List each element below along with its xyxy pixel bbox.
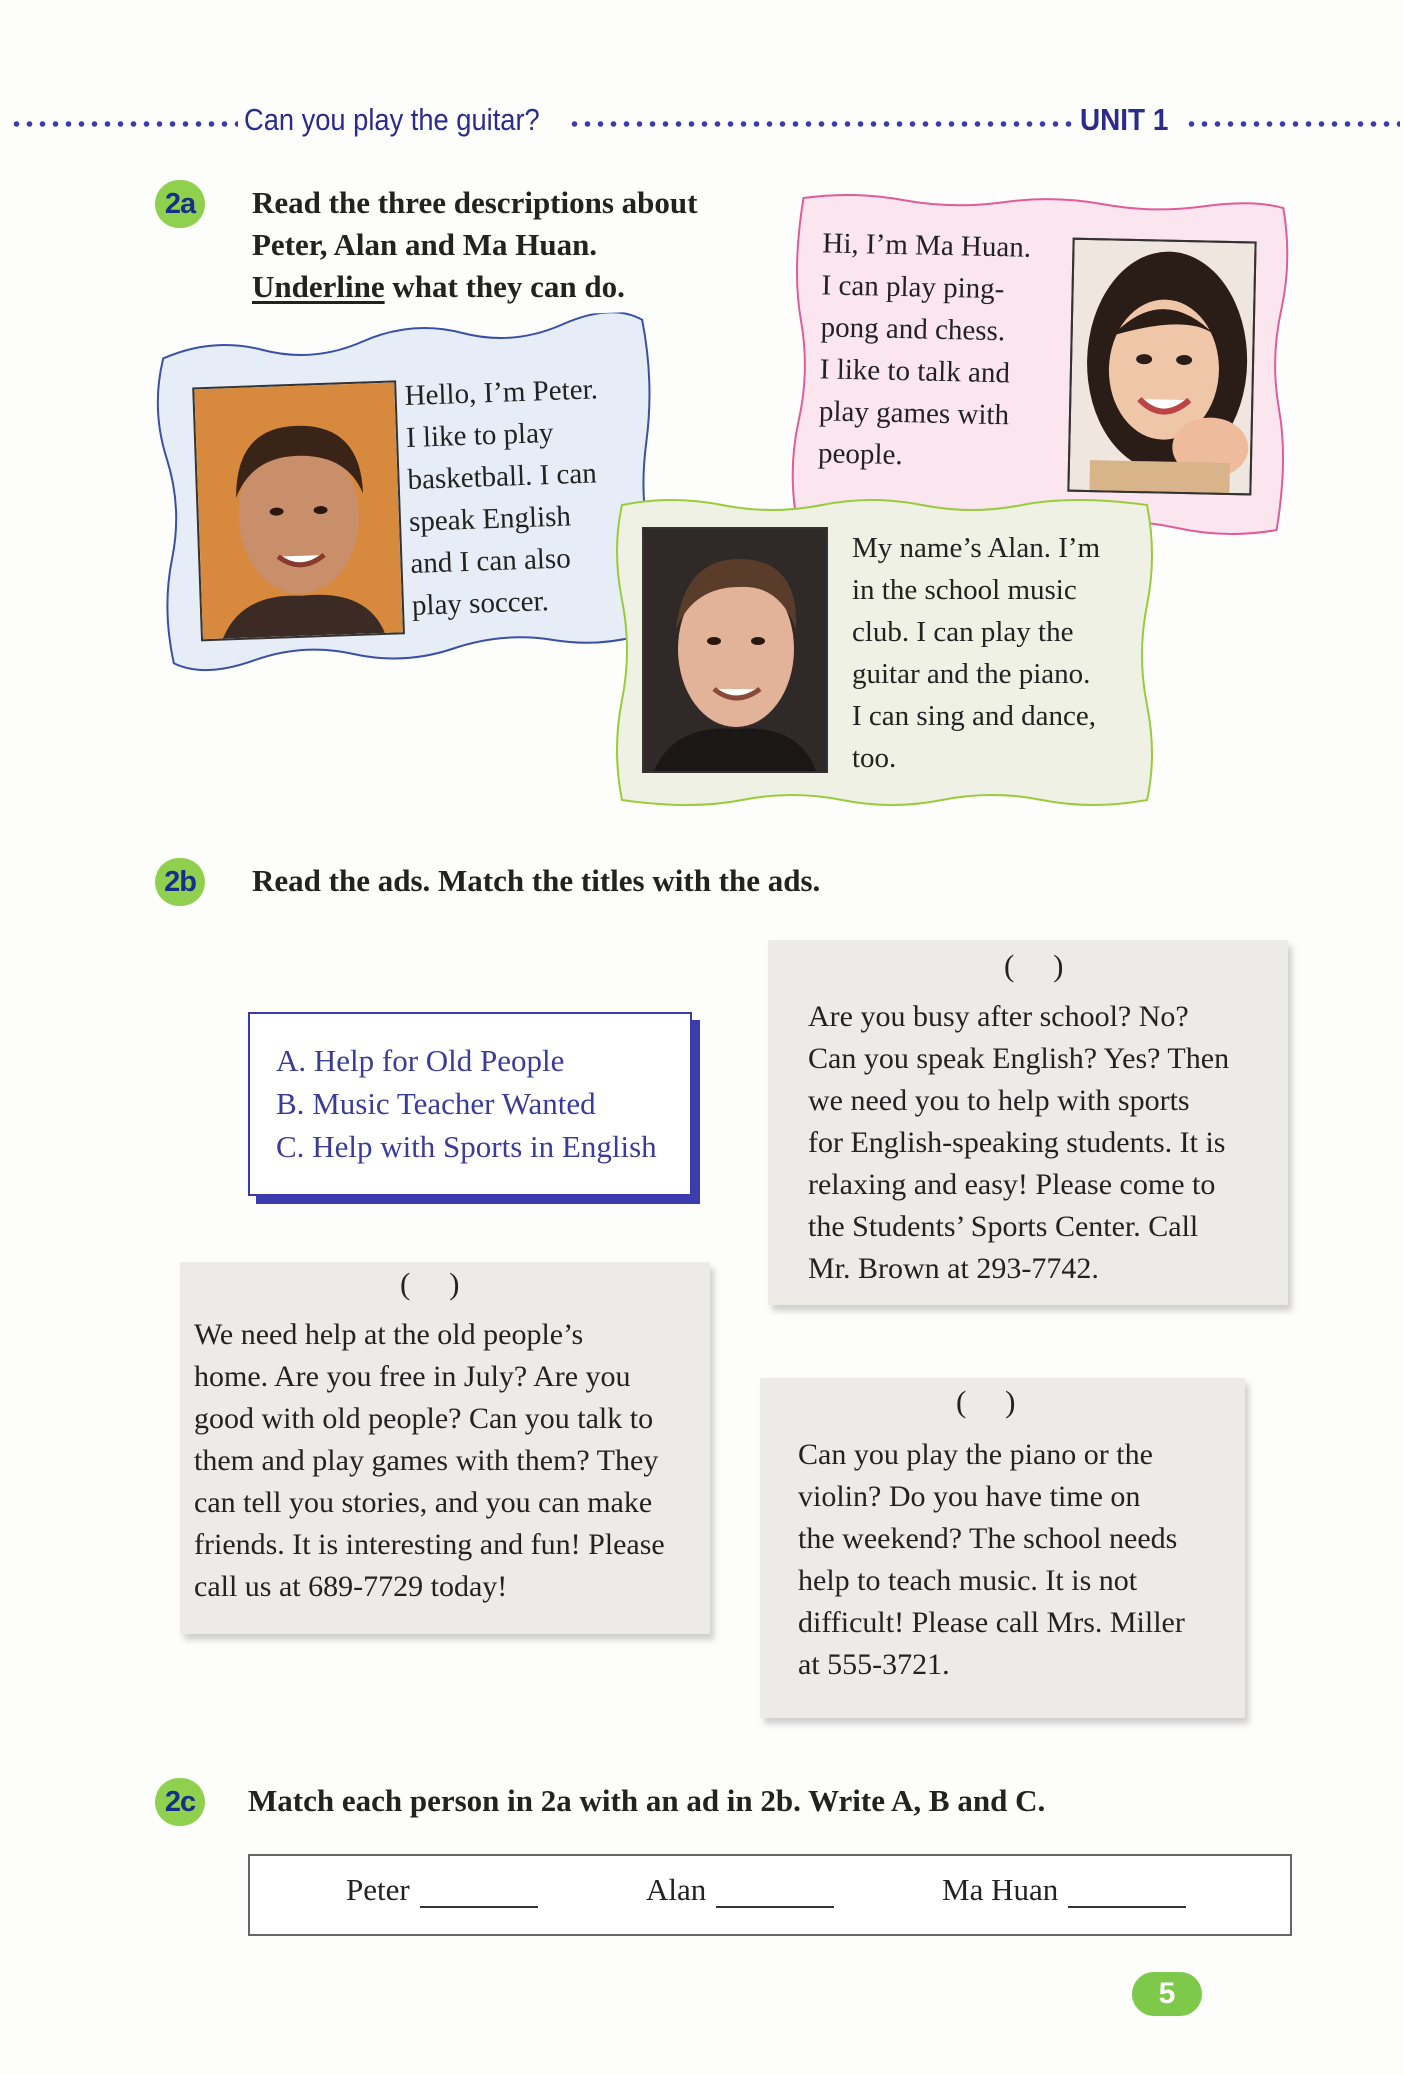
peter-line: basketball. I can xyxy=(407,457,598,496)
mahuan-text xyxy=(818,222,1032,478)
mahuan-line: I like to talk and xyxy=(819,353,1011,390)
section-badge-2c: 2c xyxy=(155,1778,205,1826)
ad-line: Can you speak English? Yes? Then xyxy=(808,1042,1230,1075)
answer-ma-huan xyxy=(942,1872,1186,1908)
peter-line: I like to play xyxy=(405,416,554,455)
alan-line: I can sing and dance, xyxy=(852,700,1096,732)
section-badge-2a: 2a xyxy=(155,180,205,228)
mahuan-line: people. xyxy=(817,437,903,472)
ad-music xyxy=(760,1378,1245,1718)
header-dots-left xyxy=(10,120,238,128)
instruction-2a xyxy=(252,182,812,308)
unit-label: UNIT 1 xyxy=(1080,102,1169,137)
peter-text xyxy=(404,368,606,627)
alan-card xyxy=(612,495,1157,810)
title-option-a xyxy=(276,1039,564,1082)
page-header xyxy=(0,100,1403,150)
alan-line: My name’s Alan. I’m xyxy=(852,532,1101,564)
answer-alan xyxy=(646,1872,834,1908)
ad-line: Can you play the piano or the xyxy=(798,1438,1153,1471)
ad-line: friends. It is interesting and fun! Please xyxy=(194,1528,665,1561)
instruction-2b: Read the ads. Match the titles with the ads. xyxy=(252,863,821,898)
title-text: Help with Sports in English xyxy=(312,1129,657,1164)
ad-line: Mr. Brown at 293-7742. xyxy=(808,1252,1099,1285)
answer-paren[interactable]: ( ) xyxy=(1004,948,1064,983)
ad-line: help to teach music. It is not xyxy=(798,1564,1138,1597)
person-name: Alan xyxy=(646,1872,707,1907)
answer-blank[interactable] xyxy=(716,1876,834,1908)
header-dots-right xyxy=(1185,120,1400,128)
person-name: Peter xyxy=(346,1872,410,1907)
page-number: 5 xyxy=(1132,1972,1202,2016)
answer-paren[interactable]: ( ) xyxy=(400,1266,460,1301)
ad-old-people xyxy=(180,1262,710,1634)
instruction-2a-line2: Peter, Alan and Ma Huan. xyxy=(252,227,598,262)
girl-portrait-icon xyxy=(1069,240,1254,494)
ad-line: call us at 689-7729 today! xyxy=(194,1570,508,1603)
header-dots-middle xyxy=(568,120,1073,128)
alan-line: too. xyxy=(852,742,897,774)
peter-line: play soccer. xyxy=(411,585,550,622)
instruction-2a-line1: Read the three descriptions about xyxy=(252,185,698,220)
section-badge-2b: 2b xyxy=(155,858,205,906)
man-portrait-icon xyxy=(644,529,826,771)
peter-line: Hello, I’m Peter. xyxy=(404,373,599,413)
mahuan-line: Hi, I’m Ma Huan. xyxy=(822,227,1032,264)
ad-line: Are you busy after school? No? xyxy=(808,1000,1189,1033)
ad-line: We need help at the old people’s xyxy=(194,1318,584,1351)
peter-card xyxy=(152,311,664,673)
answer-peter xyxy=(346,1872,538,1908)
instruction-2c: Match each person in 2a with an ad in 2b. Write A, B and C. xyxy=(248,1783,1046,1818)
title-letter: B. xyxy=(276,1086,305,1121)
title-text: Help for Old People xyxy=(313,1043,565,1078)
mahuan-card xyxy=(786,190,1293,540)
peter-line: speak English xyxy=(408,500,572,538)
title-letter: C. xyxy=(276,1129,305,1164)
answer-blank[interactable] xyxy=(1068,1876,1186,1908)
underline-word: Underline xyxy=(252,269,385,304)
title-option-c xyxy=(276,1125,657,1168)
ad-line: violin? Do you have time on xyxy=(798,1480,1141,1513)
ad-line: at 555-3721. xyxy=(798,1648,950,1681)
answer-box xyxy=(248,1854,1292,1936)
title-text: Music Teacher Wanted xyxy=(312,1086,596,1121)
peter-line: and I can also xyxy=(409,542,572,580)
alan-text xyxy=(852,527,1100,779)
ad-line: difficult! Please call Mrs. Miller xyxy=(798,1606,1185,1639)
boy-portrait-icon xyxy=(194,382,403,639)
mahuan-line: play games with xyxy=(818,395,1010,432)
title-option-b xyxy=(276,1082,596,1125)
alan-line: in the school music xyxy=(852,574,1077,606)
mahuan-photo xyxy=(1067,238,1256,496)
answer-paren[interactable]: ( ) xyxy=(956,1384,1016,1419)
person-name: Ma Huan xyxy=(942,1872,1059,1907)
instruction-2a-line3 xyxy=(252,266,812,308)
alan-line: club. I can play the xyxy=(852,616,1074,648)
answer-blank[interactable] xyxy=(420,1876,538,1908)
ad-line: the Students’ Sports Center. Call xyxy=(808,1210,1199,1243)
ad-line: the weekend? The school needs xyxy=(798,1522,1178,1555)
ad-line: them and play games with them? They xyxy=(194,1444,659,1477)
ad-sports xyxy=(768,940,1288,1305)
ad-line: can tell you stories, and you can make xyxy=(194,1486,653,1519)
mahuan-line: I can play ping- xyxy=(821,269,1005,306)
ad-line: relaxing and easy! Please come to xyxy=(808,1168,1216,1201)
ad-line: good with old people? Can you talk to xyxy=(194,1402,654,1435)
instruction-2a-line3-rest: what they can do. xyxy=(384,269,625,304)
alan-photo xyxy=(642,527,828,773)
title-letter: A. xyxy=(276,1043,307,1078)
ad-old-people-text xyxy=(194,1314,665,1608)
alan-line: guitar and the piano. xyxy=(852,658,1091,690)
lesson-title: Can you play the guitar? xyxy=(244,102,540,137)
ad-line: we need you to help with sports xyxy=(808,1084,1190,1117)
ad-titles-box xyxy=(248,1012,692,1196)
mahuan-line: pong and chess. xyxy=(820,311,1006,348)
ad-line: for English-speaking students. It is xyxy=(808,1126,1226,1159)
ad-line: home. Are you free in July? Are you xyxy=(194,1360,631,1393)
ad-music-text xyxy=(798,1434,1185,1686)
ad-sports-text xyxy=(808,996,1229,1290)
peter-photo xyxy=(192,380,405,641)
